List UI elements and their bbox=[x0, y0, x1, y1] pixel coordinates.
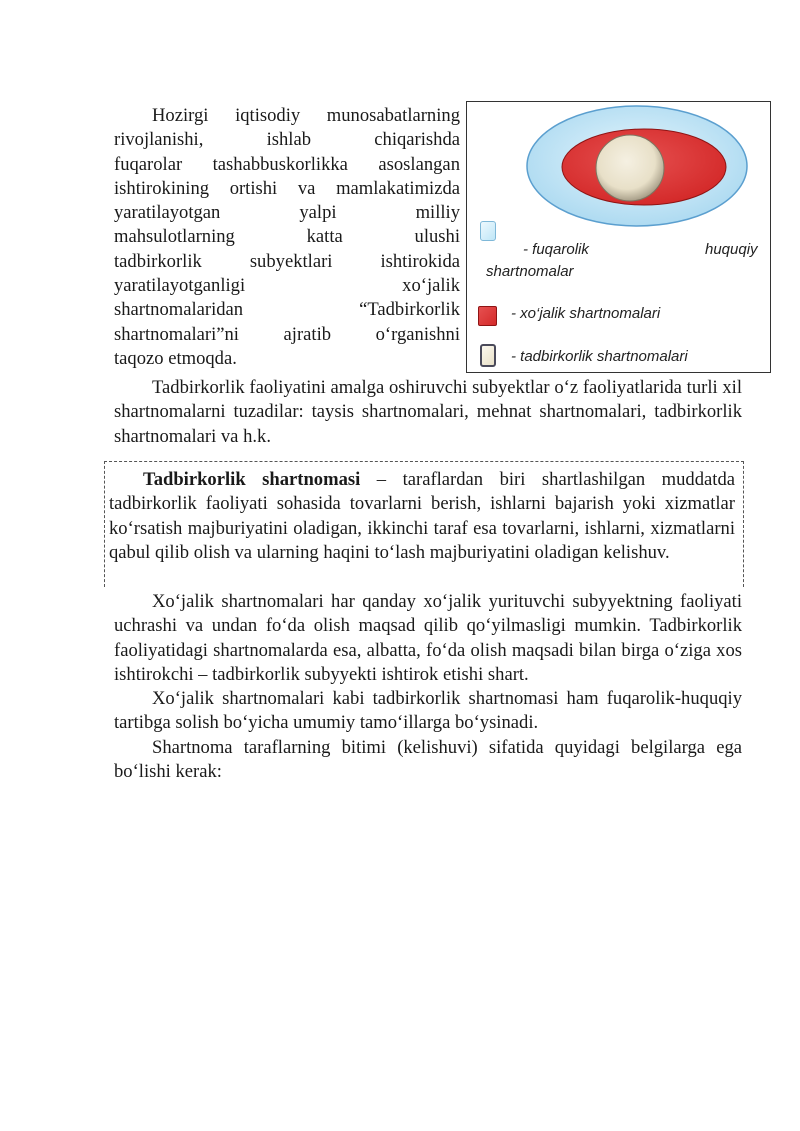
paragraph-features: Shartnoma taraflarning bitimi (kelishuvi) sifatida quyidagi belgilarga ega bo‘lishi kerak: bbox=[114, 736, 742, 783]
intro-line: Hozirgi iqtisodiy munosabatlarning bbox=[152, 105, 460, 126]
intro-line: mahsulotlarning katta ulushi bbox=[114, 226, 460, 248]
definition-text bbox=[109, 468, 735, 565]
paragraph-principles: Xo‘jalik shartnomalari kabi tadbirkorlik shartnomasi ham fuqarolik-huquqiy tartibga solish bo‘yicha umumiy tamo‘illarga bo‘ysinadi. bbox=[114, 688, 742, 734]
legend-civil-label-b: huquqiy bbox=[705, 241, 758, 258]
swatch-economic bbox=[478, 306, 497, 326]
body-paragraphs bbox=[114, 590, 742, 784]
swatch-business bbox=[480, 344, 496, 367]
intro-line: ishtirokining ortishi va mamlakatimizda bbox=[114, 177, 460, 199]
swatch-civil bbox=[480, 221, 496, 241]
legend-economic-label: - xo‘jalik shartnomalari bbox=[511, 305, 661, 322]
intro-line: shartnomalari”ni ajratib o‘rganishni bbox=[114, 323, 460, 345]
paragraph-text: Tadbirkorlik faoliyatini amalga oshiruvchi subyektlar o‘z faoliyatlarida turli xil shartnomalarni tuzadilar: taysis shartnomalari, mehnat shartnomalari, tadbirkorlik shartnomalari va h.k. bbox=[114, 377, 742, 447]
intro-line: taqozo etmoqda. bbox=[114, 347, 237, 369]
inner-ellipse bbox=[596, 135, 664, 201]
legend-civil-label-a: - fuqarolik bbox=[523, 241, 589, 258]
intro-line: fuqarolar tashabbuskorlikka asoslangan bbox=[114, 153, 460, 175]
nested-ellipses-diagram bbox=[467, 102, 772, 374]
definition-term: Tadbirkorlik shartnomasi bbox=[143, 469, 361, 490]
paragraph-subjects bbox=[114, 376, 742, 449]
intro-paragraph bbox=[114, 104, 460, 371]
intro-line: shartnomalaridan “Tadbirkorlik bbox=[114, 299, 460, 321]
definition-body: – taraflardan biri shartlashilgan muddatda tadbirkorlik faoliyati sohasida tovarlarni berish, ishlarni bajarish yoki xizmatlar ko‘rsatish majburiyatini oladigan, ikkinchi taraf esa tovarlarni, ishlarni, xizmatlarni qabul qilib olish va ularning haqini to‘lash majburiyatini oladigan kelishuv. bbox=[109, 469, 735, 563]
paragraph-economic-contracts: Xo‘jalik shartnomalari har qanday xo‘jalik yurituvchi subyyektning faoliyati uchrashi va undan fo‘da olish maqsad qilib qo‘yilmasligi mumkin. Tadbirkorlik faoliyatidagi shartnomalarda esa, albatta, fo‘da olish maqsadi bilan birga o‘ziga xos ishtirokchi – tadbirkorlik subyyekti ishtirok etishi shart. bbox=[114, 591, 742, 685]
legend-business-label: - tadbirkorlik shartnomalari bbox=[511, 348, 688, 365]
intro-line: yaratilayotganligi xo‘jalik bbox=[114, 275, 460, 297]
intro-line: yaratilayotgan yalpi milliy bbox=[114, 202, 460, 224]
contracts-diagram bbox=[466, 101, 771, 373]
intro-line: rivojlanishi, ishlab chiqarishda bbox=[114, 129, 460, 151]
legend-civil-label-c: shartnomalar bbox=[486, 263, 574, 280]
definition-box bbox=[104, 461, 744, 587]
intro-line: tadbirkorlik subyektlari ishtirokida bbox=[114, 250, 460, 272]
